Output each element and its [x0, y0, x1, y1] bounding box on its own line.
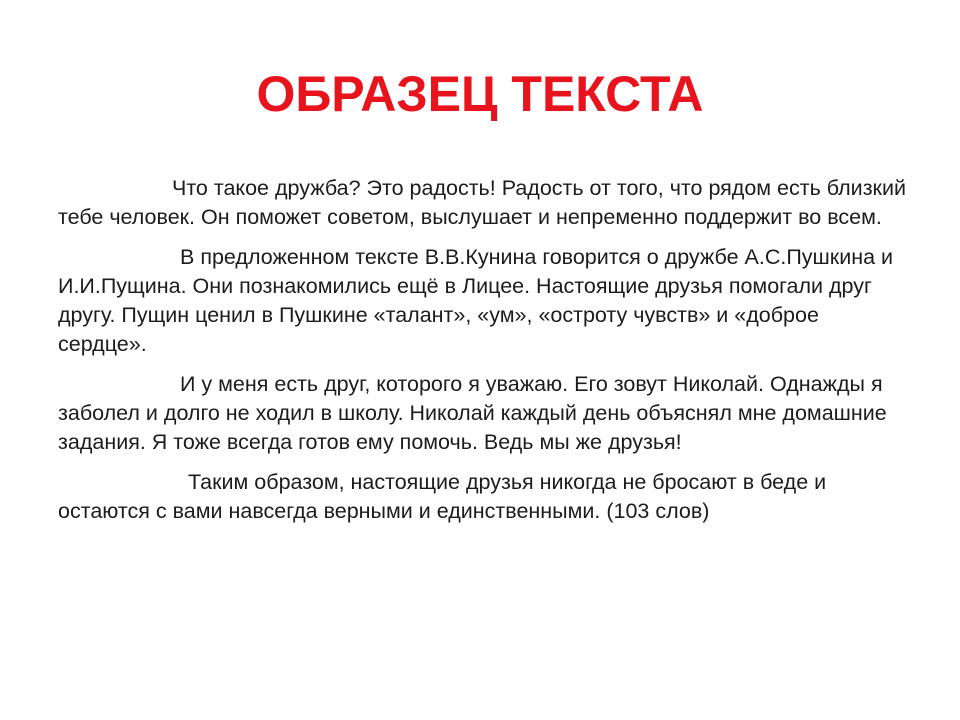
paragraph-kunin-text: В предложенном тексте В.В.Кунина говорится о дружбе А.С.Пушкина и И.И.Пущина. Они познакомились ещё в Лицее. Настоящие друзья помогали друг другу. Пущин ценил в Пушкине «талант», «ум», «остроту чувств» и «доброе сердце». — [58, 245, 894, 356]
paragraph-conclusion: Таким образом, настоящие друзья никогда не бросают в беде и остаются с вами навсегда верными и единственными. (103 слов) — [58, 470, 827, 523]
paragraph-my-friend: И у меня есть друг, которого я уважаю. Его зовут Николай. Однажды я заболел и долго не ходил в школу. Николай каждый день объяснял мне домашние задания. Я тоже всегда готов ему помочь. Ведь мы же друзья! — [58, 372, 887, 454]
text-body — [58, 174, 906, 537]
paragraph-intro: Что такое дружба? Это радость! Радость от того, что рядом есть близкий тебе человек. Он поможет советом, выслушает и непременно поддержит во всем. — [58, 176, 906, 229]
slide-title: ОБРАЗЕЦ ТЕКСТА — [256, 66, 704, 122]
